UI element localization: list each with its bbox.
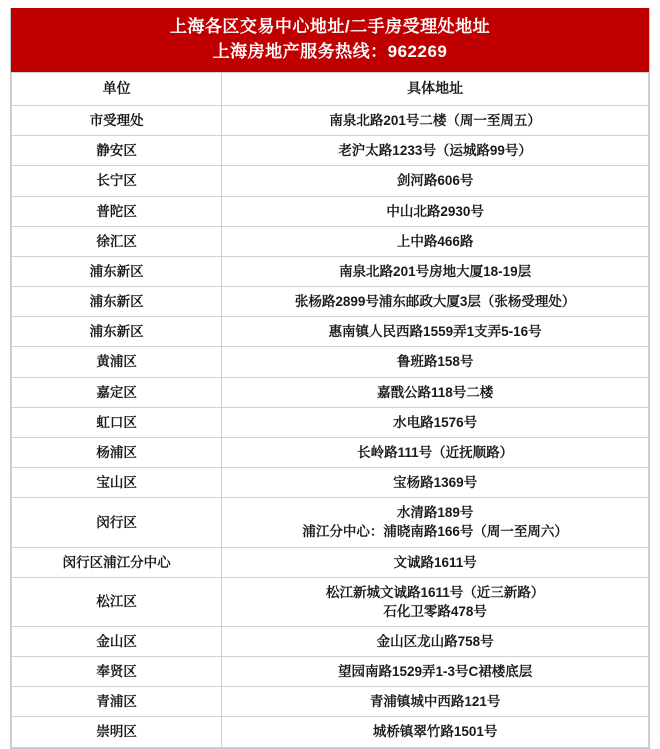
cell-unit: 松江区 bbox=[12, 577, 222, 626]
table-row bbox=[12, 136, 649, 166]
table-row bbox=[12, 468, 649, 498]
cell-unit: 杨浦区 bbox=[12, 437, 222, 467]
cell-address bbox=[222, 577, 649, 626]
cell-address: 城桥镇翠竹路1501号 bbox=[222, 717, 649, 747]
address-table bbox=[11, 72, 649, 747]
table-row bbox=[12, 437, 649, 467]
table-row bbox=[12, 347, 649, 377]
table-row bbox=[12, 717, 649, 747]
cell-address: 嘉戬公路118号二楼 bbox=[222, 377, 649, 407]
cell-unit: 青浦区 bbox=[12, 687, 222, 717]
table-row bbox=[12, 226, 649, 256]
table-body bbox=[12, 106, 649, 747]
cell-unit: 奉贤区 bbox=[12, 657, 222, 687]
title-line-2: 上海房地产服务热线：962269 bbox=[212, 41, 448, 61]
cell-unit: 市受理处 bbox=[12, 106, 222, 136]
cell-address: 南泉北路201号二楼（周一至周五） bbox=[222, 106, 649, 136]
cell-address: 上中路466路 bbox=[222, 226, 649, 256]
address-line-1: 水清路189号 bbox=[396, 505, 474, 521]
cell-unit: 虹口区 bbox=[12, 407, 222, 437]
column-header-unit: 单位 bbox=[12, 73, 222, 106]
cell-unit: 宝山区 bbox=[12, 468, 222, 498]
cell-unit: 浦东新区 bbox=[12, 287, 222, 317]
cell-unit: 黄浦区 bbox=[12, 347, 222, 377]
cell-unit: 崇明区 bbox=[12, 717, 222, 747]
cell-address: 张杨路2899号浦东邮政大厦3层（张杨受理处） bbox=[222, 287, 649, 317]
table-row bbox=[12, 196, 649, 226]
cell-address bbox=[222, 498, 649, 547]
cell-address: 水电路1576号 bbox=[222, 407, 649, 437]
cell-address: 惠南镇人民西路1559弄1支弄5-16号 bbox=[222, 317, 649, 347]
table-row bbox=[12, 166, 649, 196]
cell-address: 中山北路2930号 bbox=[222, 196, 649, 226]
address-line-1: 松江新城文诚路1611号（近三新路） bbox=[325, 584, 545, 600]
cell-unit: 长宁区 bbox=[12, 166, 222, 196]
cell-address: 金山区龙山路758号 bbox=[222, 626, 649, 656]
table-row bbox=[12, 317, 649, 347]
table-header-row bbox=[12, 73, 649, 106]
table-row bbox=[12, 657, 649, 687]
table-row bbox=[12, 577, 649, 626]
address-line-2: 浦江分中心：浦晓南路166号（周一至周六） bbox=[302, 524, 568, 540]
cell-address: 南泉北路201号房地大厦18-19层 bbox=[222, 256, 649, 286]
cell-unit: 闵行区浦江分中心 bbox=[12, 547, 222, 577]
cell-unit: 浦东新区 bbox=[12, 256, 222, 286]
cell-address: 长岭路111号（近抚顺路） bbox=[222, 437, 649, 467]
title-line-1: 上海各区交易中心地址/二手房受理处地址 bbox=[169, 17, 491, 36]
cell-unit: 闵行区 bbox=[12, 498, 222, 547]
cell-address: 青浦镇城中西路121号 bbox=[222, 687, 649, 717]
column-header-address: 具体地址 bbox=[222, 73, 649, 106]
table-row bbox=[12, 498, 649, 547]
cell-unit: 普陀区 bbox=[12, 196, 222, 226]
cell-address: 剑河路606号 bbox=[222, 166, 649, 196]
table-row bbox=[12, 687, 649, 717]
cell-address: 宝杨路1369号 bbox=[222, 468, 649, 498]
cell-unit: 浦东新区 bbox=[12, 317, 222, 347]
cell-unit: 徐汇区 bbox=[12, 226, 222, 256]
cell-unit: 金山区 bbox=[12, 626, 222, 656]
table-row bbox=[12, 626, 649, 656]
cell-address: 望园南路1529弄1-3号C裙楼底层 bbox=[222, 657, 649, 687]
table-row bbox=[12, 407, 649, 437]
table-row bbox=[12, 256, 649, 286]
table-row bbox=[12, 547, 649, 577]
cell-address: 老沪太路1233号（运城路99号） bbox=[222, 136, 649, 166]
address-line-2: 石化卫零路478号 bbox=[383, 603, 487, 619]
cell-unit: 嘉定区 bbox=[12, 377, 222, 407]
cell-unit: 静安区 bbox=[12, 136, 222, 166]
table-row bbox=[12, 287, 649, 317]
address-table-container bbox=[10, 8, 650, 749]
cell-address: 文诚路1611号 bbox=[222, 547, 649, 577]
table-row bbox=[12, 377, 649, 407]
table-row bbox=[12, 106, 649, 136]
table-title-banner bbox=[11, 8, 649, 72]
cell-address: 鲁班路158号 bbox=[222, 347, 649, 377]
